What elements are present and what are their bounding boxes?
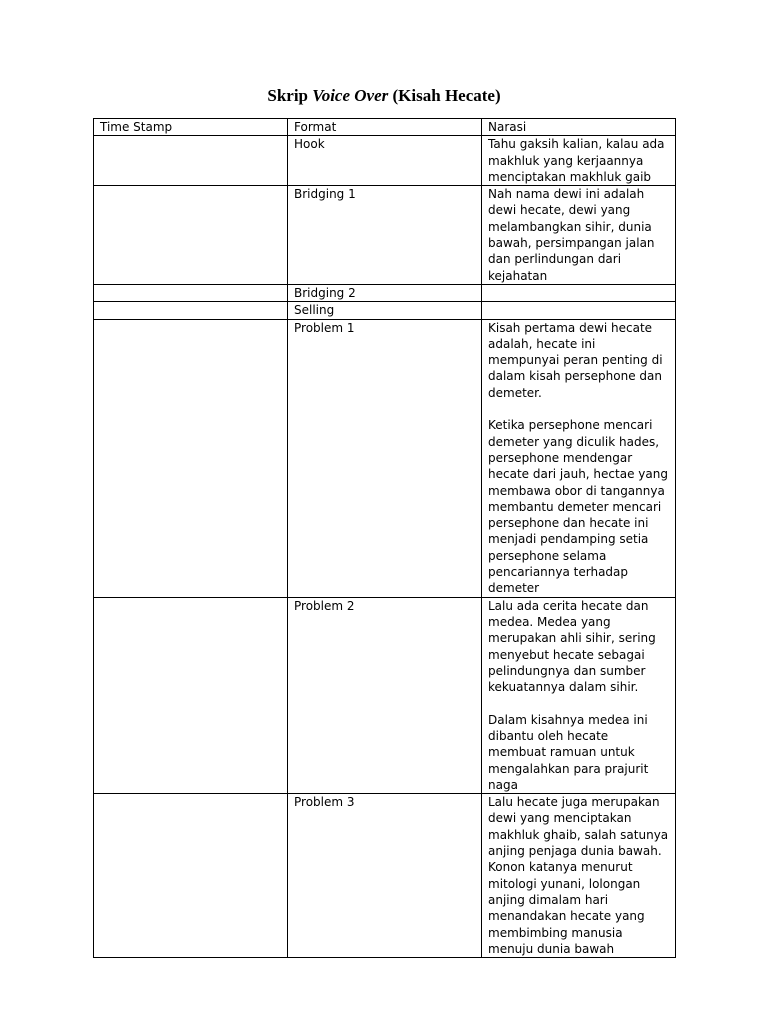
title-italic: Voice Over xyxy=(312,86,389,105)
cell-narasi xyxy=(482,186,676,285)
cell-time-stamp xyxy=(94,597,288,794)
cell-time-stamp xyxy=(94,186,288,285)
narasi-paragraph: Ketika persephone mencari demeter yang diculik hades, persephone mendengar hecate dari jauh, hectae yang membawa obor di tangannya membantu demeter mencari persephone dan hecate ini menjadi pendamping setia persephone selama pencariannya terhadap demeter xyxy=(488,418,668,596)
cell-narasi xyxy=(482,302,676,319)
cell-narasi xyxy=(482,136,676,186)
cell-time-stamp xyxy=(94,794,288,958)
title-suffix: (Kisah Hecate) xyxy=(388,86,501,105)
cell-time-stamp xyxy=(94,302,288,319)
cell-narasi xyxy=(482,597,676,794)
table-row xyxy=(94,319,676,597)
header-format: Format xyxy=(288,119,482,136)
table-row xyxy=(94,136,676,186)
narasi-paragraph: Dalam kisahnya medea ini dibantu oleh hecate membuat ramuan untuk mengalahkan para prajurit naga xyxy=(488,712,649,792)
cell-format: Problem 1 xyxy=(288,319,482,597)
cell-time-stamp xyxy=(94,284,288,301)
table-row xyxy=(94,597,676,794)
cell-format: Problem 2 xyxy=(288,597,482,794)
narasi-paragraph: Lalu hecate juga merupakan dewi yang menciptakan makhluk ghaib, salah satunya anjing penjaga dunia bawah. Konon katanya menurut mitologi yunani, lolongan anjing dimalam hari menandakan hecate yang membimbing manusia menuju dunia bawah xyxy=(488,795,669,956)
document-title xyxy=(0,86,768,106)
cell-narasi xyxy=(482,794,676,958)
table-row xyxy=(94,186,676,285)
cell-format: Problem 3 xyxy=(288,794,482,958)
table-header-row xyxy=(94,119,676,136)
header-narasi: Narasi xyxy=(482,119,676,136)
cell-format: Hook xyxy=(288,136,482,186)
narasi-paragraph: Tahu gaksih kalian, kalau ada makhluk yang kerjaannya menciptakan makhluk gaib xyxy=(488,137,665,184)
table-row xyxy=(94,794,676,958)
cell-narasi xyxy=(482,319,676,597)
title-prefix: Skrip xyxy=(267,86,313,105)
cell-time-stamp xyxy=(94,136,288,186)
table-body xyxy=(94,136,676,958)
cell-format: Bridging 2 xyxy=(288,284,482,301)
cell-format: Bridging 1 xyxy=(288,186,482,285)
cell-time-stamp xyxy=(94,319,288,597)
narasi-paragraph: Lalu ada cerita hecate dan medea. Medea yang merupakan ahli sihir, sering menyebut hecate sebagai pelindungnya dan sumber kekuatannya dalam sihir. xyxy=(488,598,656,695)
header-time-stamp: Time Stamp xyxy=(94,119,288,136)
table-row xyxy=(94,302,676,319)
cell-format: Selling xyxy=(288,302,482,319)
narasi-paragraph: Kisah pertama dewi hecate adalah, hecate ini mempunyai peran penting di dalam kisah persephone dan demeter. xyxy=(488,320,663,400)
cell-narasi xyxy=(482,284,676,301)
script-table xyxy=(93,118,676,958)
narasi-paragraph: Nah nama dewi ini adalah dewi hecate, dewi yang melambangkan sihir, dunia bawah, persimpangan jalan dan perlindungan dari kejahatan xyxy=(488,187,655,283)
table-row xyxy=(94,284,676,301)
